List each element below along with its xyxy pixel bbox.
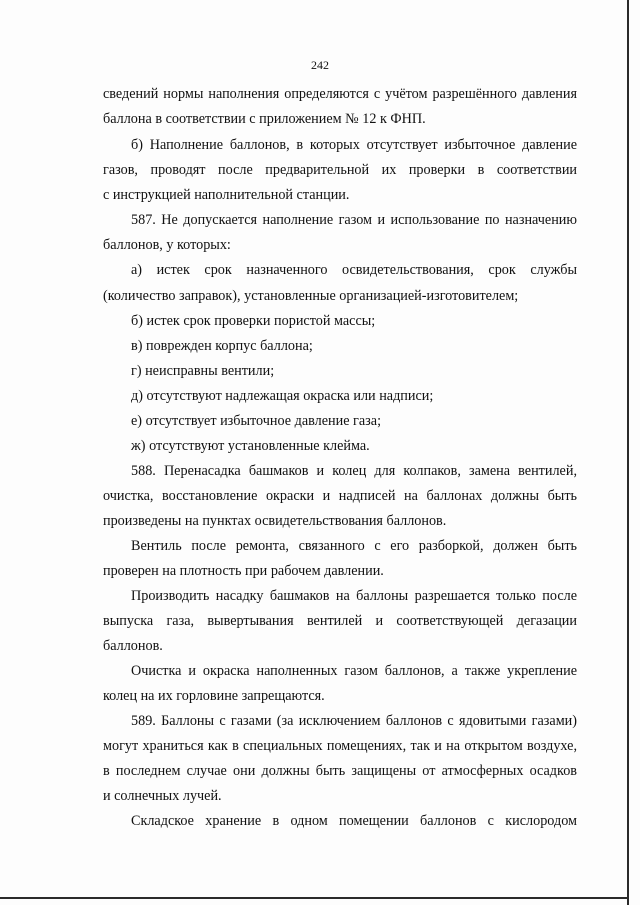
text-line: баллона в соответствии с приложением № 12 к ФНП. [103, 111, 426, 127]
text-line: Производить насадку башмаков на баллоны разрешается только после [131, 588, 577, 604]
text-line: Вентиль после ремонта, связанного с его разборкой, должен быть [131, 538, 577, 554]
text-line: баллонов. [103, 638, 163, 654]
text-line: г) неисправны вентили; [131, 363, 275, 379]
text-line: очистка, восстановление окраски и надписей на баллонах должны быть [103, 488, 577, 504]
text-line: 589. Баллоны с газами (за исключением баллонов с ядовитыми газами) [131, 713, 577, 729]
text-line: баллонов, у которых: [103, 237, 231, 253]
text-line: а) истек срок назначенного освидетельствования, срок службы [131, 262, 577, 278]
text-line: б) истек срок проверки пористой массы; [131, 313, 376, 329]
text-line: сведений нормы наполнения определяются с учётом разрешённого давления [103, 86, 577, 102]
page-number: 242 [311, 58, 329, 72]
text-line: в) поврежден корпус баллона; [131, 338, 313, 354]
text-line: произведены на пунктах освидетельствования баллонов. [103, 513, 447, 529]
text-line: с инструкцией наполнительной станции. [103, 187, 350, 203]
text-line: е) отсутствует избыточное давление газа; [131, 413, 382, 429]
text-line: Очистка и окраска наполненных газом баллонов, а также укрепление [131, 663, 577, 679]
text-line: проверен на плотность при рабочем давлении. [103, 563, 384, 579]
scan-edge-right [627, 0, 629, 905]
text-line: д) отсутствуют надлежащая окраска или надписи; [131, 388, 434, 404]
text-line: газов, проводят после предварительной их проверки в соответствии [103, 162, 577, 178]
text-line: могут храниться как в специальных помещениях, так и на открытом воздухе, [103, 738, 577, 754]
text-line: Складское хранение в одном помещении баллонов с кислородом [131, 813, 577, 829]
text-line: 587. Не допускается наполнение газом и использование по назначению [131, 212, 577, 228]
text-line: 588. Перенасадка башмаков и колец для колпаков, замена вентилей, [131, 463, 577, 479]
scan-edge-bottom [0, 897, 629, 899]
text-line: и солнечных лучей. [103, 788, 222, 804]
text-line: колец на их горловине запрещаются. [103, 688, 325, 704]
text-line: ж) отсутствуют установленные клейма. [131, 438, 370, 454]
text-line: б) Наполнение баллонов, в которых отсутствует избыточное давление [131, 137, 577, 153]
text-line: в последнем случае они должны быть защищены от атмосферных осадков [103, 763, 577, 779]
text-line: (количество заправок), установленные организацией-изготовителем; [103, 288, 519, 304]
text-line: выпуска газа, вывертывания вентилей и соответствующей дегазации [103, 613, 577, 629]
